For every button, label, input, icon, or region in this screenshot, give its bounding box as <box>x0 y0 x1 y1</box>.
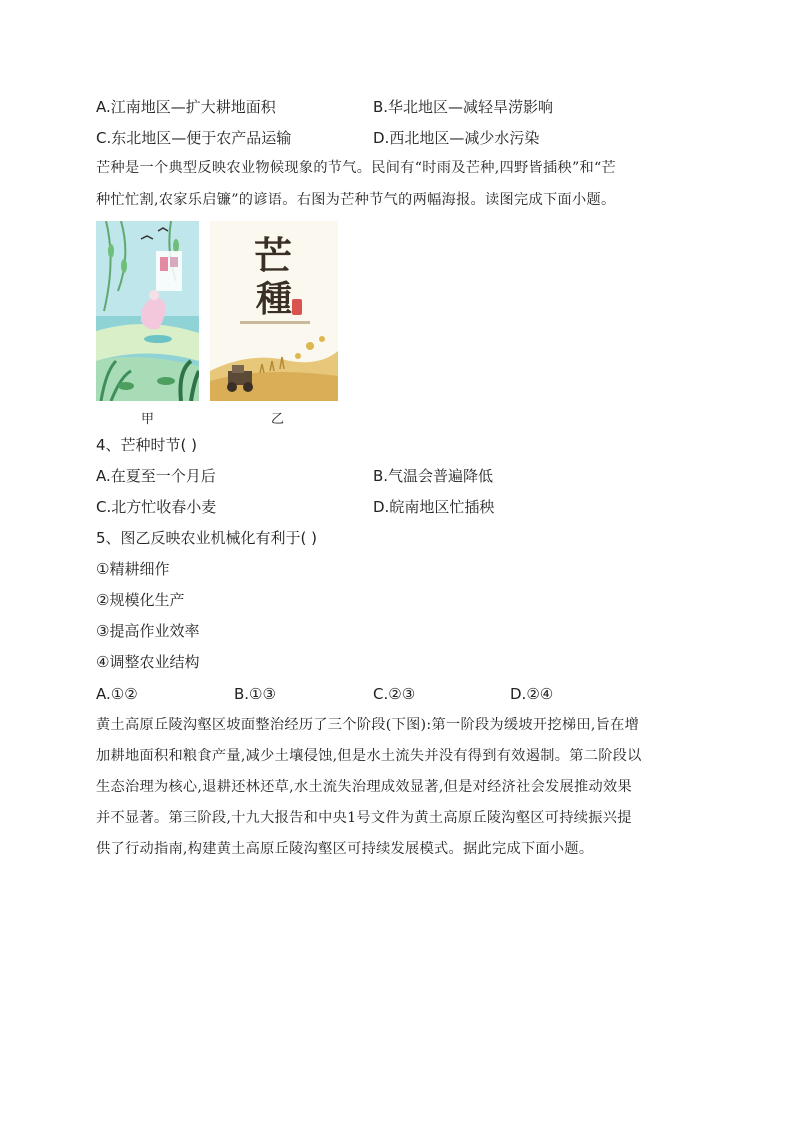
q5-option-b: B.①③ <box>234 685 276 703</box>
poster-jia-caption: 甲 <box>141 412 155 427</box>
q5-stem: 5、图乙反映农业机械化有利于( ) <box>96 529 318 547</box>
q4-option-c: C.北方忙收春小麦 <box>96 498 217 516</box>
q5-option-c: C.②③ <box>373 685 416 703</box>
q5-option-d: D.②④ <box>510 685 554 703</box>
loess-passage-line-5: 供了行动指南,构建黄土高原丘陵沟壑区可持续发展模式。据此完成下面小题。 <box>96 841 594 857</box>
loess-passage-line-3: 生态治理为核心,退耕还林还草,水土流失治理成效显著,但是对经济社会发展推动效果 <box>96 779 632 795</box>
q4-option-d: D.皖南地区忙插秧 <box>373 498 495 516</box>
poster-yi-caption: 乙 <box>271 412 285 427</box>
q3-option-b: B.华北地区—减轻旱涝影响 <box>373 98 554 116</box>
q5-item-3: ③提高作业效率 <box>96 622 200 640</box>
q3-option-c: C.东北地区—便于农产品运输 <box>96 129 292 147</box>
q3-option-a: A.江南地区—扩大耕地面积 <box>96 98 276 116</box>
poster-jia-illustration <box>96 221 199 401</box>
loess-passage-line-1: 黄土高原丘陵沟壑区坡面整治经历了三个阶段(下图):第一阶段为缓坡开挖梯田,旨在增 <box>96 717 640 733</box>
q3-option-d: D.西北地区—减少水污染 <box>373 129 540 147</box>
poster-yi-title-char-2: 種 <box>256 278 293 320</box>
intro-passage-line-1: 芒种是一个典型反映农业物候现象的节气。民间有“时雨及芒种,四野皆插秧”和“芒 <box>96 160 617 176</box>
q5-item-2: ②规模化生产 <box>96 591 185 609</box>
poster-jia <box>96 221 199 401</box>
loess-passage-line-4: 并不显著。第三阶段,十九大报告和中央1号文件为黄土高原丘陵沟壑区可持续振兴提 <box>96 810 632 826</box>
q4-option-b: B.气温会普遍降低 <box>373 467 494 485</box>
poster-yi-title-char-1: 芒 <box>254 233 293 278</box>
q4-option-a: A.在夏至一个月后 <box>96 467 216 485</box>
q5-option-a: A.①② <box>96 685 138 703</box>
poster-yi-illustration <box>210 221 338 401</box>
q4-stem: 4、芒种时节( ) <box>96 436 198 454</box>
q5-item-1: ①精耕细作 <box>96 560 170 578</box>
intro-passage-line-2: 种忙忙割,农家乐启镰”的谚语。右图为芒种节气的两幅海报。读图完成下面小题。 <box>96 192 616 208</box>
loess-passage-line-2: 加耕地面积和粮食产量,减少土壤侵蚀,但是水土流失并没有得到有效遏制。第二阶段以 <box>96 748 642 764</box>
poster-yi <box>210 221 338 401</box>
q5-item-4: ④调整农业结构 <box>96 653 200 671</box>
